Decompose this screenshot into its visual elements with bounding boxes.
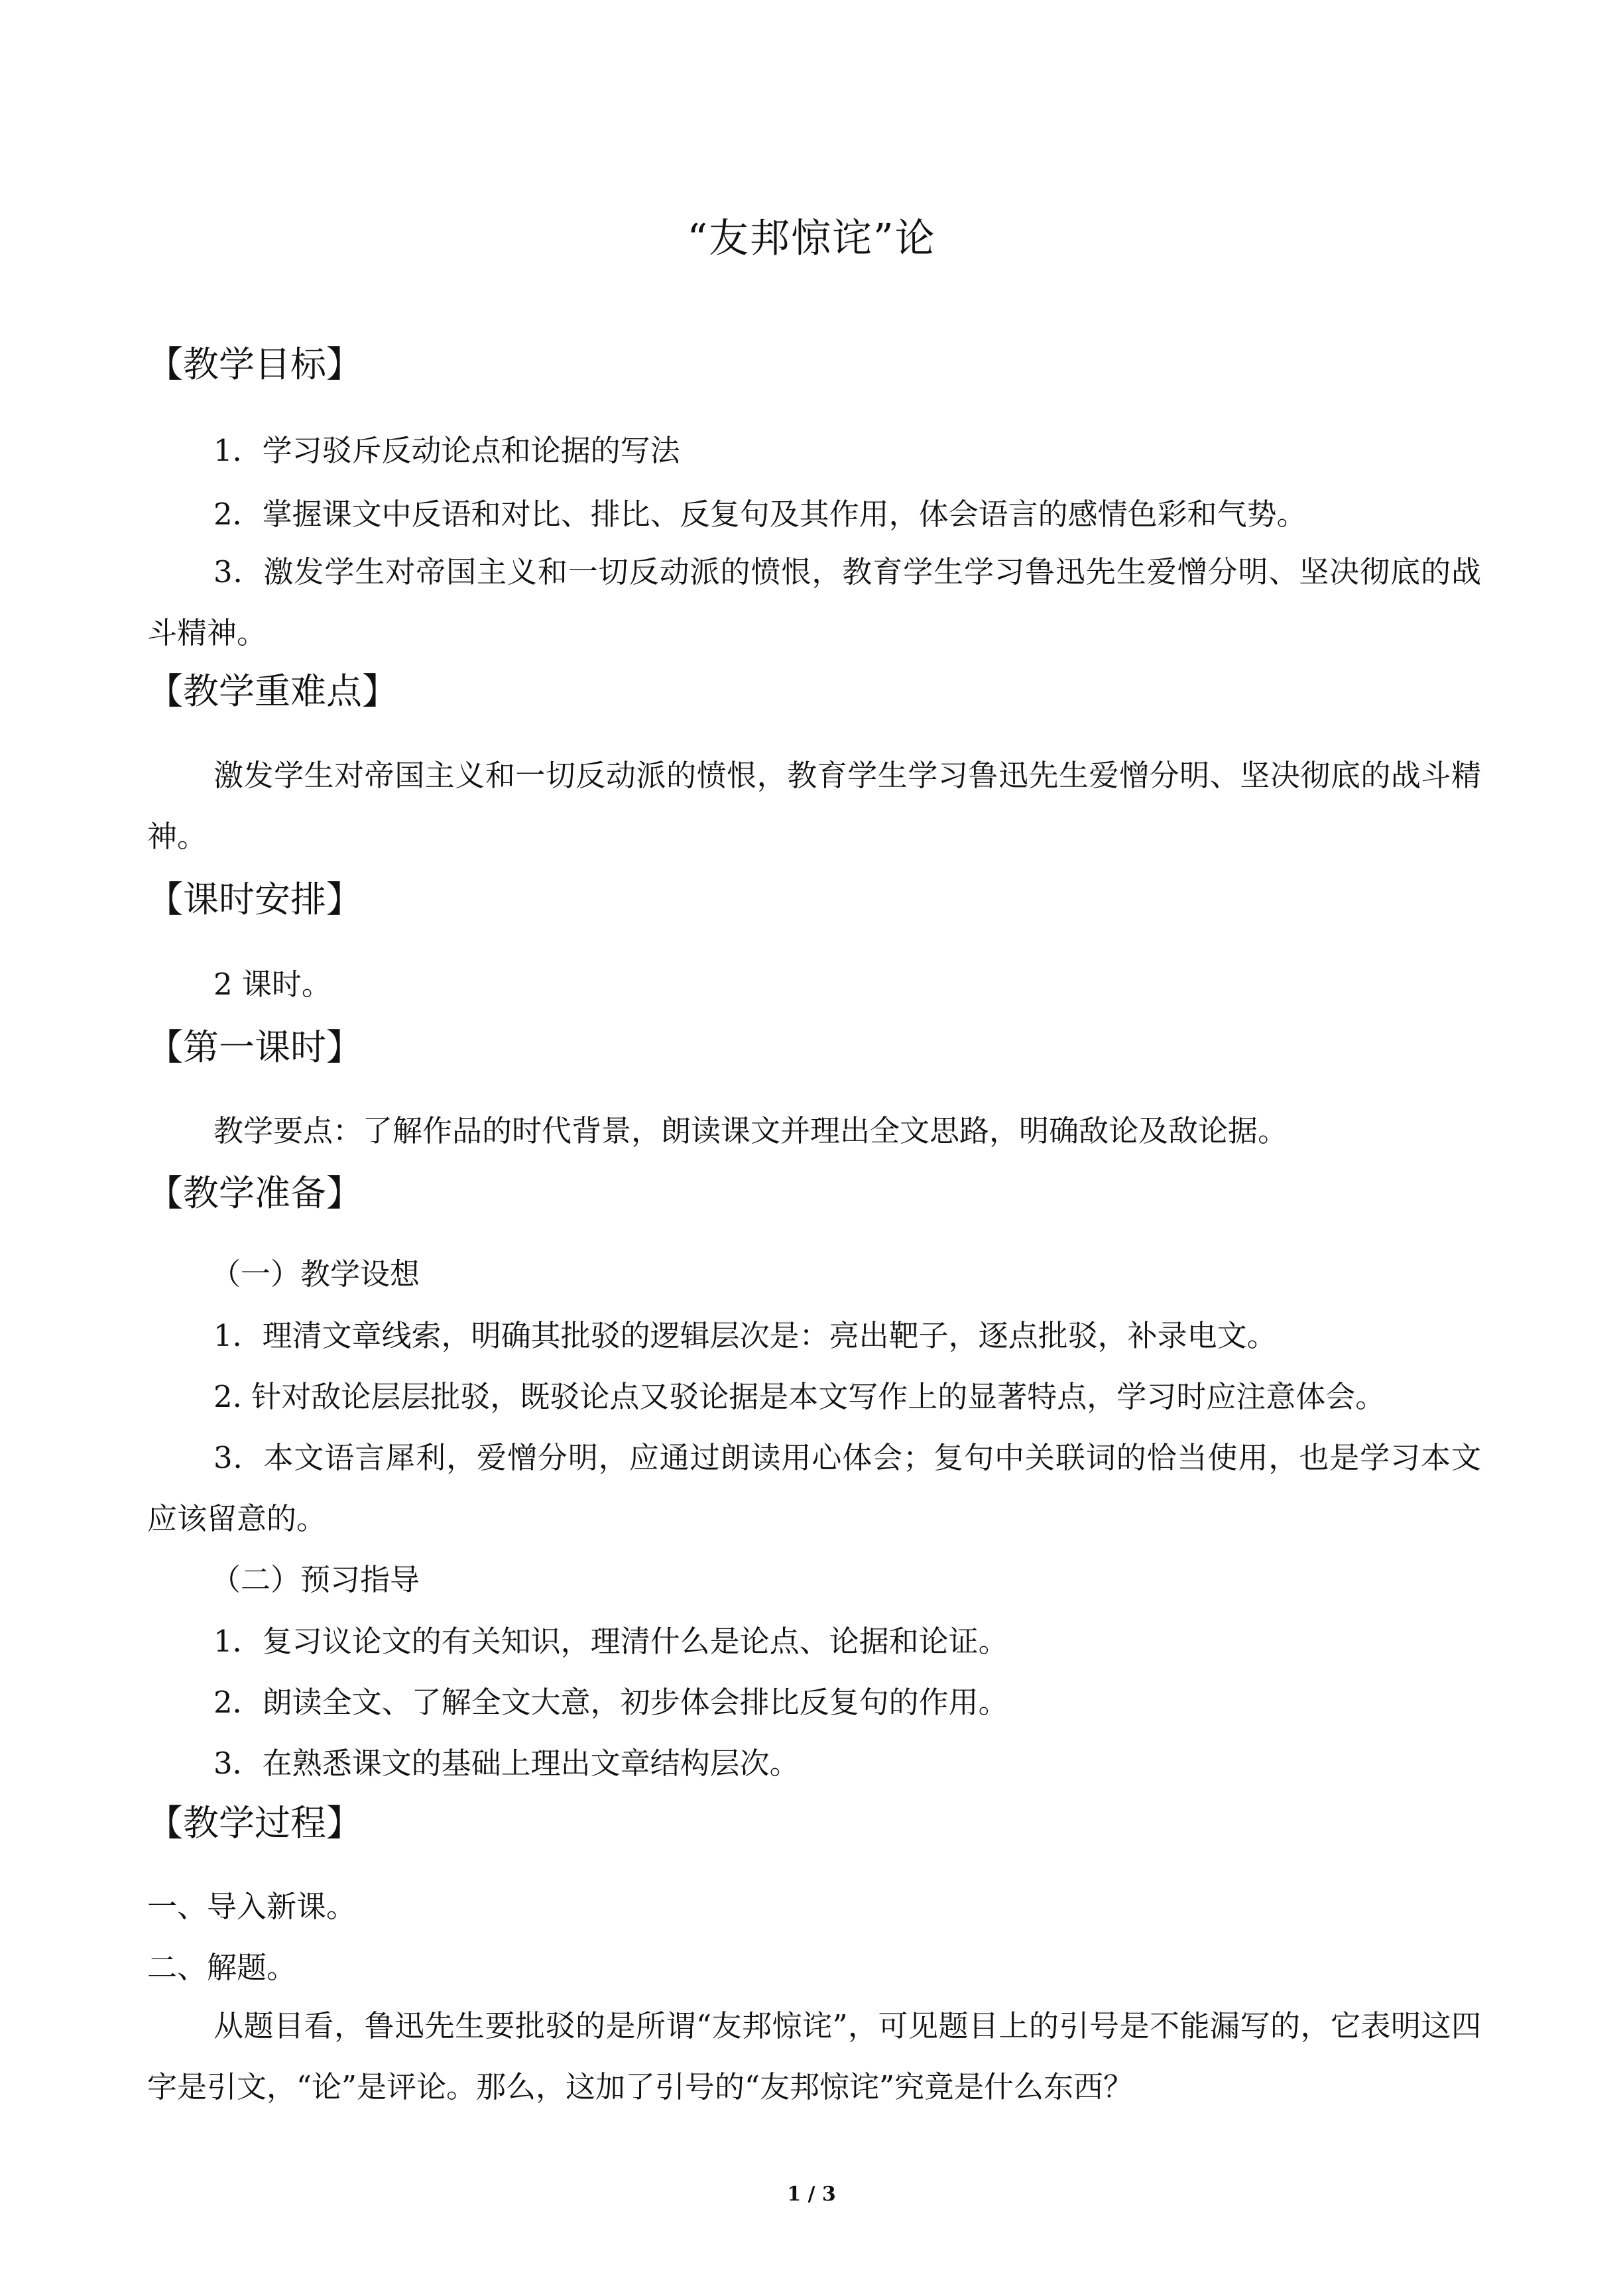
preparation-sub1-title: （一）教学设想 xyxy=(211,1256,420,1292)
preparation-sub2-item-2: 2．朗读全文、了解全文大意，初步体会排比反复句的作用。 xyxy=(213,1685,1008,1720)
objective-item-1: 1．学习驳斥反动论点和论据的写法 xyxy=(213,433,680,468)
heading-first-lesson: 【第一课时】 xyxy=(147,1026,362,1068)
schedule-text: 2 课时。 xyxy=(213,967,331,1002)
heading-key-points: 【教学重难点】 xyxy=(147,670,398,712)
preparation-sub1-item-1: 1．理清文章线索，明确其批驳的逻辑层次是：亮出靶子，逐点批驳，补录电文。 xyxy=(213,1318,1277,1353)
page-number: 1 / 3 xyxy=(787,2183,836,2206)
process-paragraph: 从题目看，鲁迅先生要批驳的是所谓“友邦惊诧”，可见题目上的引号是不能漏写的，它表明这四字是引文，“论”是评论。那么，这加了引号的“友邦惊诧”究竟是什么东西？ xyxy=(147,2008,1481,2104)
preparation-sub1-item-3: 3．本文语言犀利，爱憎分明，应通过朗读用心体会；复句中关联词的恰当使用，也是学习本文应该留意的。 xyxy=(147,1440,1481,1536)
heading-objectives: 【教学目标】 xyxy=(147,343,362,385)
preparation-sub1-item-2: 2. 针对敌论层层批驳，既驳论点又驳论据是本文写作上的显著特点，学习时应注意体会。 xyxy=(213,1379,1386,1414)
objective-item-3: 3．激发学生对帝国主义和一切反动派的愤恨，教育学生学习鲁迅先生爱憎分明、坚决彻底的战斗精神。 xyxy=(147,554,1481,650)
heading-schedule: 【课时安排】 xyxy=(147,878,362,920)
process-step-2: 二、解题。 xyxy=(147,1950,297,1985)
preparation-sub2-title: （二）预习指导 xyxy=(211,1562,420,1597)
key-points-text: 激发学生对帝国主义和一切反动派的愤恨，教育学生学习鲁迅先生爱憎分明、坚决彻底的战斗精神。 xyxy=(147,758,1481,854)
objective-item-2: 2．掌握课文中反语和对比、排比、反复句及其作用，体会语言的感情色彩和气势。 xyxy=(213,497,1307,532)
process-step-1: 一、导入新课。 xyxy=(147,1889,357,1924)
preparation-sub2-item-1: 1．复习议论文的有关知识，理清什么是论点、论据和论证。 xyxy=(213,1624,1008,1659)
preparation-sub2-item-3: 3．在熟悉课文的基础上理出文章结构层次。 xyxy=(213,1746,800,1781)
heading-preparation: 【教学准备】 xyxy=(147,1172,362,1214)
heading-process: 【教学过程】 xyxy=(147,1802,362,1844)
document-title: “友邦惊诧”论 xyxy=(687,215,936,262)
first-lesson-text: 教学要点：了解作品的时代背景，朗读课文并理出全文思路，明确敌论及敌论据。 xyxy=(213,1113,1288,1148)
